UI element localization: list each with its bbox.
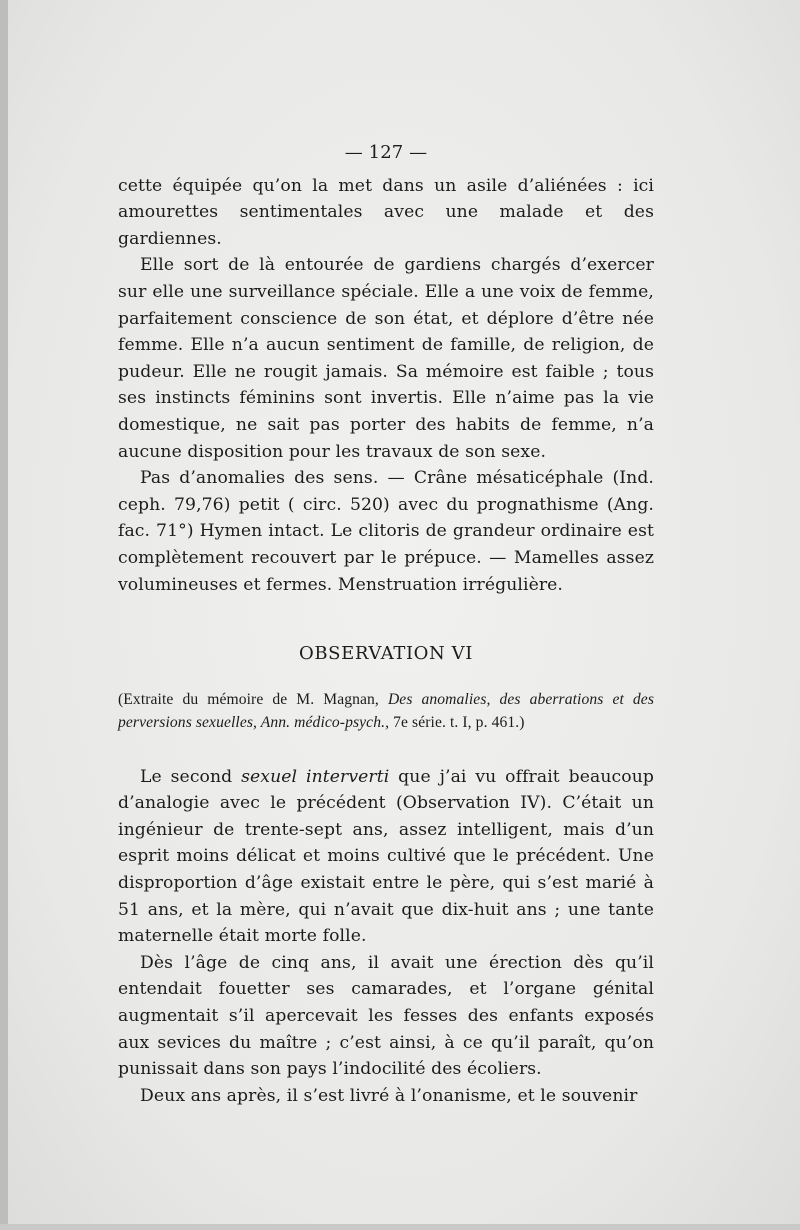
citation-title: Des anomalies, des aberrations et des perversions sexuelles, Ann. médico-psych.,	[118, 690, 654, 731]
paragraph-4-after: que j’ai vu offrait beaucoup d’analogie avec le précédent (Observation IV). C’était un ingénieur de trente-sept ans, assez intelligent, mais d’un esprit moins délicat et moins cultivé que le précédent. Une disproportion d’âge existait entre le père, qui s’est marié à 51 ans, et la mère, qui n’avait que dix-huit ans ; une tante maternelle était morte folle.	[118, 766, 654, 947]
observation-heading: OBSERVATION VI	[298, 643, 473, 665]
paragraph-3: Pas d’anomalies des sens. — Crâne mésaticéphale (Ind. ceph. 79,76) petit ( circ. 520) avec du prognathisme (Ang. fac. 71°) Hymen intact. Le clitoris de grandeur ordinaire est complètement recouvert par le prépuce. — Mamelles assez volumineuses et fermes. Menstruation irrégulière.	[118, 468, 654, 595]
paragraph-2: Elle sort de là entourée de gardiens chargés d’exercer sur elle une surveillance spéciale. Elle a une voix de femme, parfaitement conscience de son état, et déplore d’être née femme. Elle n’a aucun sentiment de famille, de religion, de pudeur. Elle ne rougit jamais. Sa mémoire est faible ; tous ses instincts féminins sont invertis. Elle n’aime pas la vie domestique, ne sait pas porter des habits de femme, n’a aucune disposition pour les travaux de son sexe.	[118, 255, 654, 462]
paragraph-6: Deux ans après, il s’est livré à l’onanisme, et le souvenir	[140, 1085, 638, 1106]
paragraph-5: Dès l’âge de cinq ans, il avait une érection dès qu’il entendait fouetter ses camarades, et l’organe génital augmentait s’il apercevait les fesses des enfants exposés aux sevices du maître ; c’est ainsi, à ce qu’il paraît, qu’on punissait dans son pays l’indocilité des écoliers.	[118, 952, 654, 1080]
paragraph-4-before: Le second	[140, 766, 242, 787]
citation-end: 7e série. t. I, p. 461.)	[389, 713, 525, 731]
citation-start: (Extraite du mémoire de M. Magnan,	[118, 690, 388, 708]
page-bottom-edge	[0, 1224, 800, 1230]
page-number: — 127 —	[344, 142, 428, 163]
paragraph-continued: cette équipée qu’on la met dans un asile d’aliénées : ici amourettes sentimentales avec une malade et des gardiennes.	[118, 175, 654, 249]
observation-citation	[118, 688, 654, 734]
paragraph-4-italic: sexuel interverti	[241, 766, 390, 787]
page-body	[118, 140, 654, 1109]
paragraph-4	[118, 764, 654, 950]
page-edge-shadow	[0, 0, 8, 1230]
